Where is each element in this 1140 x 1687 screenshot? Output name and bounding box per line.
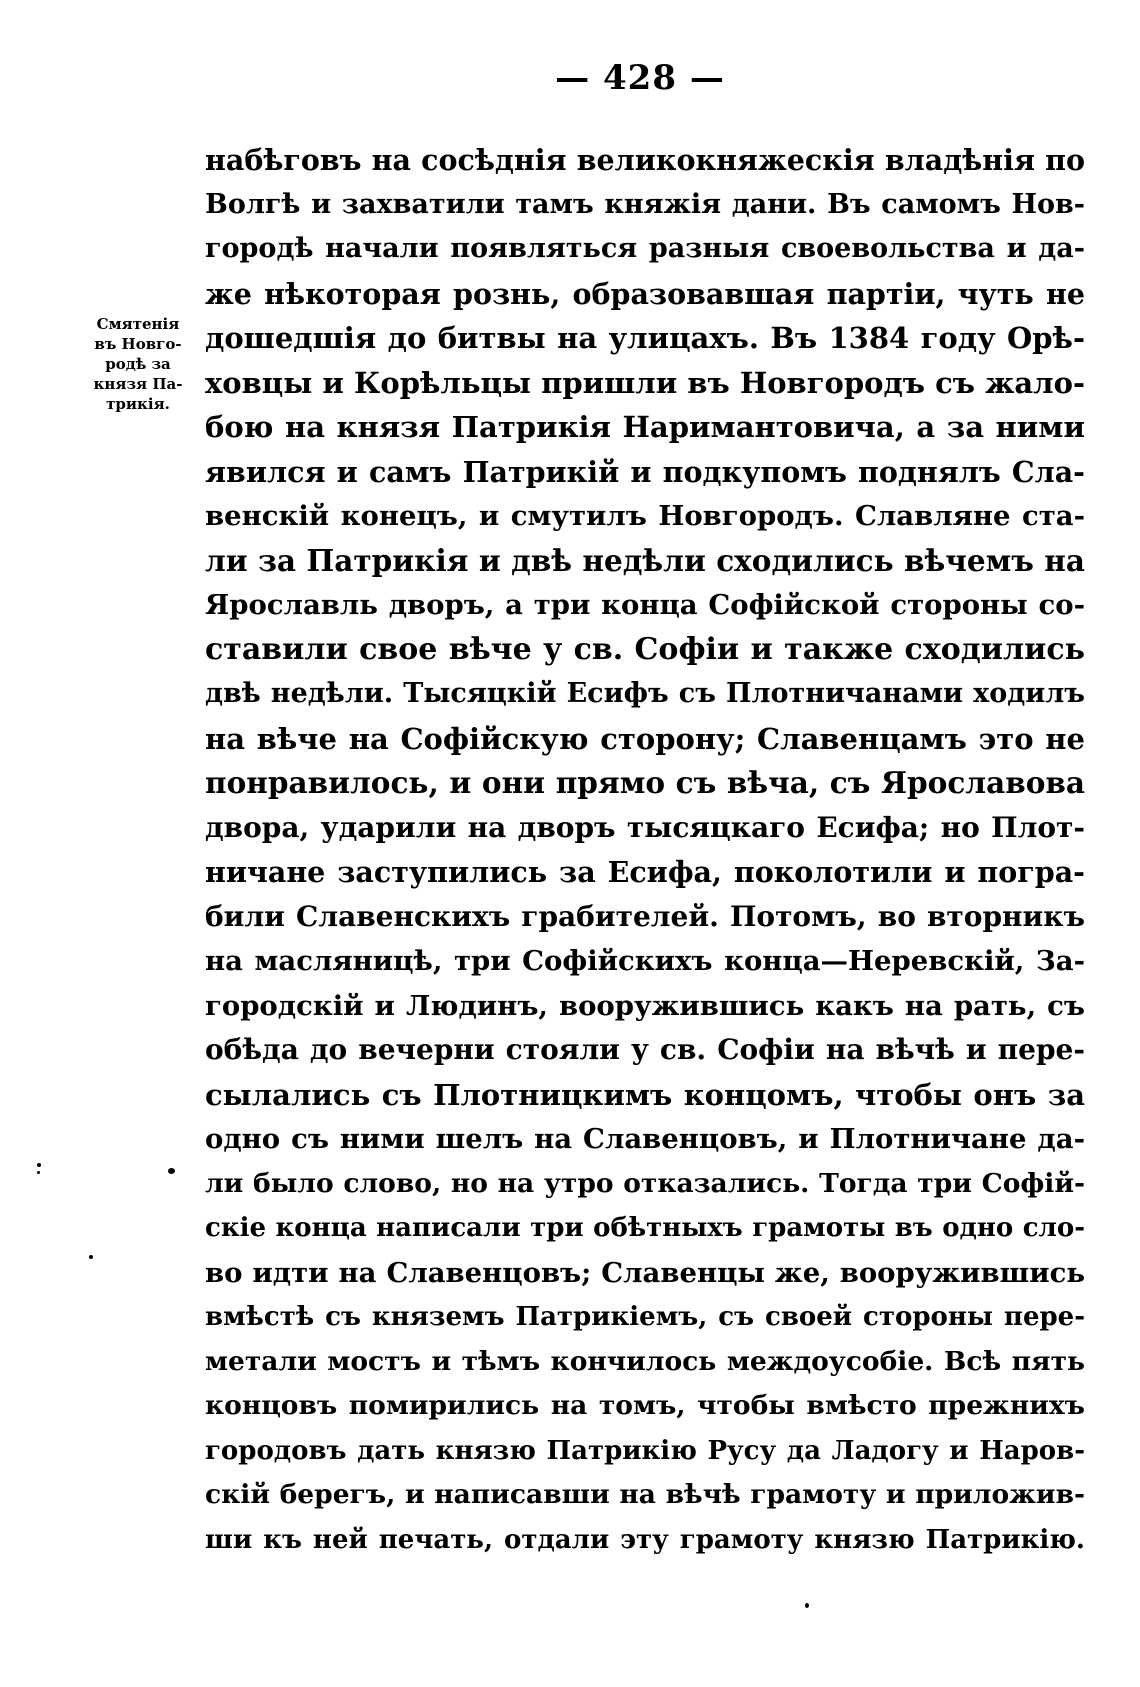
text-line: ли было слово, но на утро отказались. Тогда три Софій- [205,1167,1085,1199]
text-line: городскій и Людинъ, вооружившись какъ на рать, съ [205,989,1085,1022]
text-line: ши къ ней печать, отдали эту грамоту князю Патрикію. [205,1524,1085,1555]
text-line: концовъ помирились на томъ, чтобы вмѣсто прежнихъ [205,1390,1085,1421]
text-line: дошедшія до битвы на улицахъ. Въ 1384 году Орѣ- [205,321,1085,355]
scan-speck [37,1171,40,1174]
text-line: ставили свое вѣче у св. Софіи и также сходились [205,631,1085,667]
text-line: ничане заступились за Есифа, поколотили и погра- [205,855,1085,889]
margin-note-line: родѣ за [105,355,171,373]
text-line: двѣ недѣли. Тысяцкій Есифъ съ Плотничанами ходилъ [205,678,1085,709]
text-line: били Славенскихъ грабителей. Потомъ, во вторникъ [205,899,1085,933]
margin-note-line: въ Новго- [94,335,182,353]
text-line: на вѣче на Софійскую сторону; Славенцамъ это не [205,721,1085,756]
text-line: набѣговъ на сосѣднія великокняжескія владѣнія по [205,143,1085,177]
text-line: скіе конца написали три обѣтныхъ грамоты въ одно сло- [205,1213,1085,1243]
text-line: на масляницѣ, три Софійскихъ конца—Неревскій, За- [205,945,1085,977]
text-line: же нѣкоторая рознь, образовавшая партіи, чуть не [205,276,1085,311]
text-line: городовъ дать князю Патрикію Русу да Ладогу и Наров- [205,1435,1085,1466]
text-line: одно съ ними шелъ на Славенцовъ, и Плотничане да- [205,1123,1085,1155]
margin-note-line: Смятенія [96,315,180,333]
scan-speck [168,1168,175,1174]
text-line: ховцы и Корѣльцы пришли въ Новгородъ съ жало- [205,365,1085,400]
text-line: во идти на Славенцовъ; Славенцы же, вооружившись [205,1256,1085,1289]
text-line: Ярославль дворъ, а три конца Софійской стороны со- [205,589,1085,621]
body-text [205,138,1085,1562]
text-line: обѣда до вечерни стояли у св. Софіи на вѣчѣ и пере- [205,1033,1085,1066]
text-line: Волгѣ и захватили тамъ княжія дани. Въ самомъ Нов- [205,188,1085,220]
page-number: — 428 — [555,58,725,98]
text-line: бою на князя Патрикія Наримантовича, а за ними [205,410,1085,444]
text-line: скій берегъ, и написавши на вѣчѣ грамоту и приложив- [205,1479,1085,1510]
text-line: явился и самъ Патрикій и подкупомъ поднялъ Сла- [205,454,1085,489]
scan-speck [89,1255,93,1259]
text-line: венскій конецъ, и смутилъ Новгородъ. Славляне ста- [205,500,1085,532]
text-line: двора, ударили на дворъ тысяцкаго Есифа; но Плот- [205,810,1085,844]
text-line: городѣ начали появляться разныя своевольства и да- [205,233,1085,264]
text-line: ли за Патрикія и двѣ недѣли сходились вѣчемъ на [205,542,1085,578]
margin-note-line: трикія. [106,395,170,413]
margin-note-line: князя Па- [93,375,183,393]
text-line: сылались съ Плотницкимъ концомъ, чтобы онъ за [205,1077,1085,1112]
margin-note [78,314,198,414]
text-line: метали мостъ и тѣмъ кончилось междоусобіе. Всѣ пять [205,1345,1085,1377]
scan-speck [37,1163,41,1167]
text-line: вмѣстѣ съ княземъ Патрикіемъ, съ своей стороны пере- [205,1302,1085,1332]
scan-speck [805,1603,809,1608]
text-line: понравилось, и они прямо съ вѣча, съ Ярославова [205,765,1085,800]
